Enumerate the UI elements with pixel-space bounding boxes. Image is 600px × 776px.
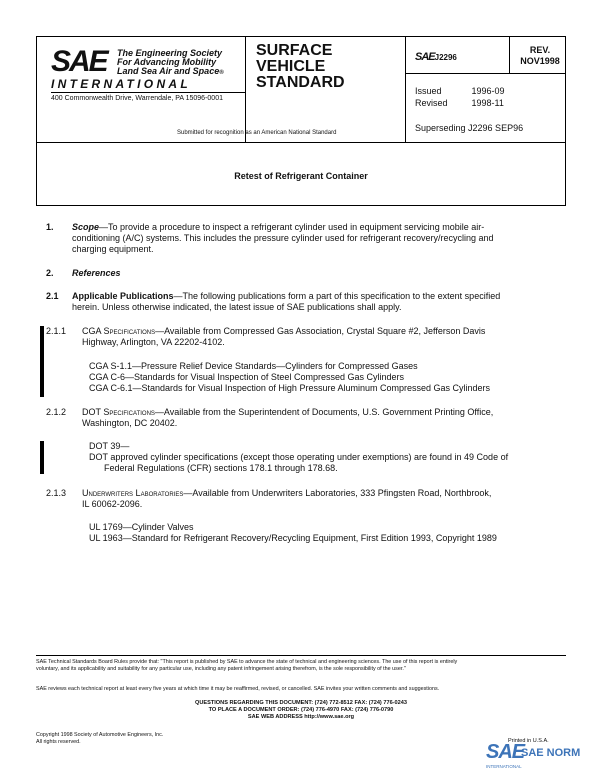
- printed-in: Printed in U.S.A.: [508, 738, 549, 744]
- change-bar: [40, 441, 44, 474]
- reference-item: CGA S-1.1—Pressure Relief Device Standards—Cylinders for Compressed Gases: [89, 361, 418, 371]
- section-2-1-3-number: 2.1.3: [46, 488, 67, 498]
- section-2-1-1-text: CGA Specifications—Available from Compressed Gas Association, Crystal Square #2, Jefferson Davis: [82, 326, 486, 336]
- document-number: SAEJ2296: [415, 51, 457, 63]
- reference-item: UL 1963—Standard for Refrigerant Recovery/Recycling Equipment, First Edition 1993, Copyright 1989: [89, 533, 497, 543]
- issue-dates: Issued 1996-09 Revised 1998-11: [415, 86, 505, 108]
- section-2-1-number: 2.1: [46, 291, 59, 301]
- standard-type: SURFACE VEHICLE STANDARD: [256, 42, 345, 91]
- logo-underline: [51, 92, 245, 93]
- reference-item: Federal Regulations (CFR) sections 178.1 through 178.68.: [104, 463, 338, 473]
- header-rule: [405, 73, 566, 74]
- section-2-1-2-text: Washington, DC 20402.: [82, 418, 178, 428]
- header-divider: [245, 37, 246, 143]
- section-2-1-1-text: Highway, Arlington, VA 22202-4102.: [82, 337, 225, 347]
- header-divider: [405, 37, 406, 143]
- reference-item: CGA C-6—Standards for Visual Inspection of Steel Compressed Gas Cylinders: [89, 372, 404, 382]
- revision-box: REV. NOV1998: [520, 45, 560, 66]
- document-title: Retest of Refrigerant Container: [234, 171, 368, 181]
- footer-review: SAE reviews each technical report at least every five years at which time it may be reaffirmed, revised, or cancelled. SAE invites your written comments and suggestions.: [36, 686, 440, 692]
- section-2-1-3-text: IL 60062-2096.: [82, 499, 143, 509]
- sae-logo: SAE: [51, 45, 107, 78]
- section-1-text: charging equipment.: [72, 244, 154, 254]
- sae-address: 400 Commonwealth Drive, Warrendale, PA 15096-0001: [51, 95, 223, 102]
- section-2-1-text: herein. Unless otherwise indicated, the latest issue of SAE publications shall apply.: [72, 302, 402, 312]
- watermark-logo: SAE: [486, 741, 525, 763]
- section-2-1-2-text: DOT Specifications—Available from the Superintendent of Documents, U.S. Government Printing Office,: [82, 407, 494, 417]
- watermark-subtext: INTERNATIONAL: [486, 764, 522, 769]
- section-1-text: Scope—To provide a procedure to inspect a refrigerant cylinder used in equipment servicing mobile air-: [72, 222, 485, 232]
- reference-item: CGA C-6.1—Standards for Visual Inspection of High Pressure Aluminum Compressed Gas Cylinders: [89, 383, 491, 393]
- reference-item: DOT approved cylinder specifications (except those operating under exemptions) are found in 49 Code of: [89, 452, 509, 462]
- logo-tagline: The Engineering Society For Advancing Mobility Land Sea Air and Space®: [117, 48, 224, 76]
- watermark-text: SAE NORM: [521, 747, 581, 759]
- footer-rule: [36, 655, 566, 656]
- footer-contacts: QUESTIONS REGARDING THIS DOCUMENT: (724) 772-8512 FAX: (724) 776-0243 TO PLACE A DOCUMENT ORDER: (724) 776-4970 FAX: (724) 776-0790 SAE WEB ADDRESS http://www.sae.org: [194, 700, 407, 720]
- section-1-number: 1.: [46, 222, 54, 232]
- footer-policy: SAE Technical Standards Board Rules provide that: "This report is published by SAE to advance the state of technical and engineering sciences. The use of this report is entirely voluntary, and its applicability and suitability for any particular use, including any patent infringement arising therefrom, is the sole responsibility of the user.": [36, 659, 458, 672]
- section-2-number: 2.: [46, 268, 54, 278]
- header-box: [36, 36, 566, 143]
- title-box-bottom: [36, 205, 566, 206]
- section-1-text: conditioning (A/C) systems. This includes the pressure cylinder used for refrigerant recovery/recycling and: [72, 233, 494, 243]
- ans-submission-note: Submitted for recognition as an American National Standard: [177, 130, 337, 136]
- change-bar: [40, 326, 44, 397]
- section-2-heading: References: [72, 268, 121, 278]
- superseding-note: Superseding J2296 SEP96: [415, 123, 524, 133]
- logo-international: INTERNATIONAL: [51, 77, 192, 91]
- reference-item: UL 1769—Cylinder Valves: [89, 522, 194, 532]
- section-2-1-3-text: Underwriters Laboratories—Available from Underwriters Laboratories, 333 Pfingsten Road, Northbrook,: [82, 488, 492, 498]
- section-2-1-text: Applicable Publications—The following publications form a part of this specification to the extent specified: [72, 291, 501, 301]
- section-2-1-2-number: 2.1.2: [46, 407, 67, 417]
- section-2-1-1-number: 2.1.1: [46, 326, 67, 336]
- footer-copyright: Copyright 1998 Society of Automotive Engineers, Inc. All rights reserved.: [36, 732, 164, 745]
- header-divider: [509, 37, 510, 73]
- reference-item: DOT 39—: [89, 441, 130, 451]
